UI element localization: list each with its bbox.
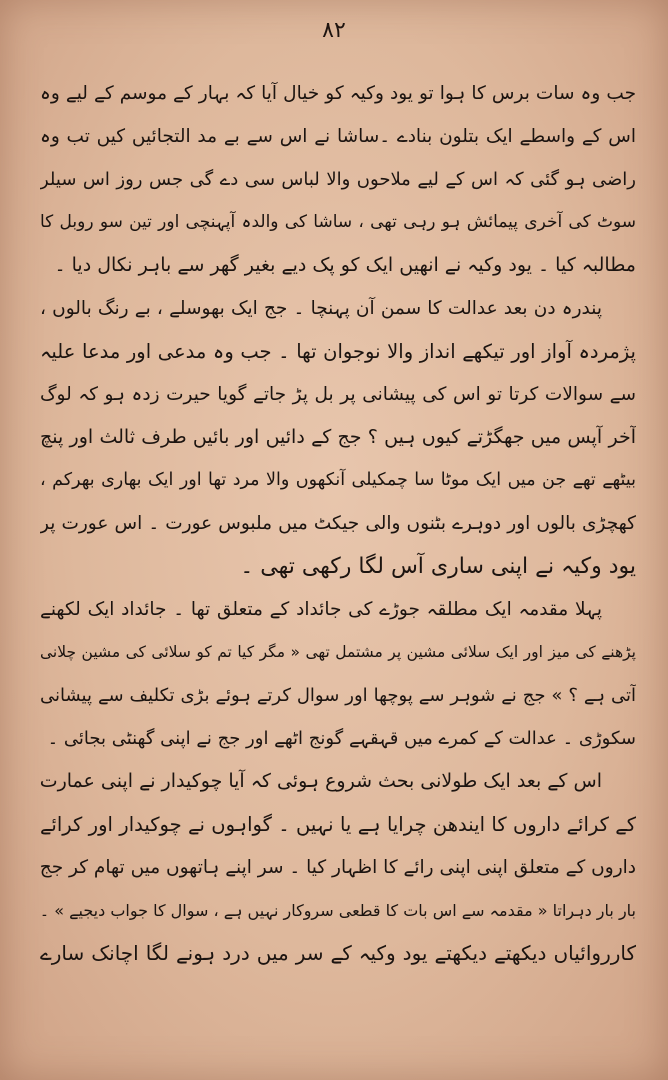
text-line: کھچڑی بالوں اور دوہرے بٹنوں والی جیکٹ میں ملبوس عورت ۔ اس عورت پر <box>40 513 636 534</box>
text-line: آخر آپس میں جھگڑتے کیوں ہیں ؟ جج کے دائیں اور بائیں طرف ثالث اور پنچ <box>40 426 636 448</box>
text-line: اس کے واسطے ایک بتلون بنادے ۔ساشا نے اس سے بے مد التجائیں کیں تب وہ <box>40 126 636 147</box>
text-line: بار بار دہراتا « مقدمہ سے اس بات کا قطعی سروکار نہیں ہے ، سوال کا جواب دیجیے » ۔ <box>40 901 636 920</box>
page-number: ۸۲ <box>322 18 346 43</box>
text-line: پژمردہ آواز اور تیکھے انداز والا نوجوان تھا ۔ جب وہ مدعی اور مدعا علیہ <box>40 340 636 363</box>
text-line: آتی ہے ؟ » جج نے شوہر سے پوچھا اور سوال کرتے ہوئے بڑی تکلیف سے پیشانی <box>40 685 636 706</box>
paragraph-start-line: پہلا مقدمہ ایک مطلقہ جوڑے کی جائداد کے متعلق تھا ۔ جائداد ایک لکھنے <box>40 599 602 620</box>
text-line: بیٹھے تھے جن میں ایک موٹا سا چمکیلی آنکھوں والا مرد تھا اور ایک بھاری بھرکم ، <box>40 470 636 490</box>
text-line: کارروائیاں دیکھتے دیکھتے یود وکیہ کے سر میں درد ہونے لگا اچانک سارے <box>40 941 636 965</box>
text-line: سوٹ کی آخری پیمائش ہو رہی تھی ، ساشا کی والدہ آپہنچی اور تین سو روبل کا <box>40 212 636 232</box>
text-line: پڑھنے کی میز اور ایک سلائی مشین پر مشتمل تھی « مگر کیا تم کو سلائی کی مشین چلانی <box>40 643 636 661</box>
text-line: جب وہ سات برس کا ہوا تو یود وکیہ کو خیال آیا کہ بہار کے موسم کے لیے وہ <box>40 83 636 104</box>
text-line: کے کرائے داروں کا ایندھن چرایا ہے یا نہیں ۔ گواہوں نے چوکیدار اور کرائے <box>40 813 636 836</box>
text-line: سکوڑی ۔ عدالت کے کمرے میں قہقہے گونج اٹھے اور جج نے اپنی گھنٹی بجائی ۔ <box>47 728 636 749</box>
text-line: سے سوالات کرتا تو اس کی پیشانی پر بل پڑ جاتے گویا حیرت زدہ ہو کہ لوگ <box>40 384 636 405</box>
text-line: مطالبہ کیا ۔ یود وکیہ نے انھیں ایک کو پک دیے بغیر گھر سے باہر نکال دیا ۔ <box>54 254 636 276</box>
text-line: یود وکیہ نے اپنی ساری آس لگا رکھی تھی ۔ <box>240 554 636 579</box>
text-line: داروں کے متعلق اپنی اپنی رائے کا اظہار کیا ۔ سر اپنے ہاتھوں میں تھام کر جج <box>40 857 636 878</box>
body-text <box>40 72 636 975</box>
text-line: راضی ہو گئی کہ اس کے لیے ملاحوں والا لباس سی دے گی جس روز اس سیلر <box>40 169 636 190</box>
paragraph-start-line: اس کے بعد ایک طولانی بحث شروع ہوئی کہ آیا چوکیدار نے اپنی عمارت <box>40 770 602 792</box>
paragraph-start-line: پندرہ دن بعد عدالت کا سمن آن پہنچا ۔ جج ایک بھوسلے ، بے رنگ بالوں ، <box>40 298 602 319</box>
